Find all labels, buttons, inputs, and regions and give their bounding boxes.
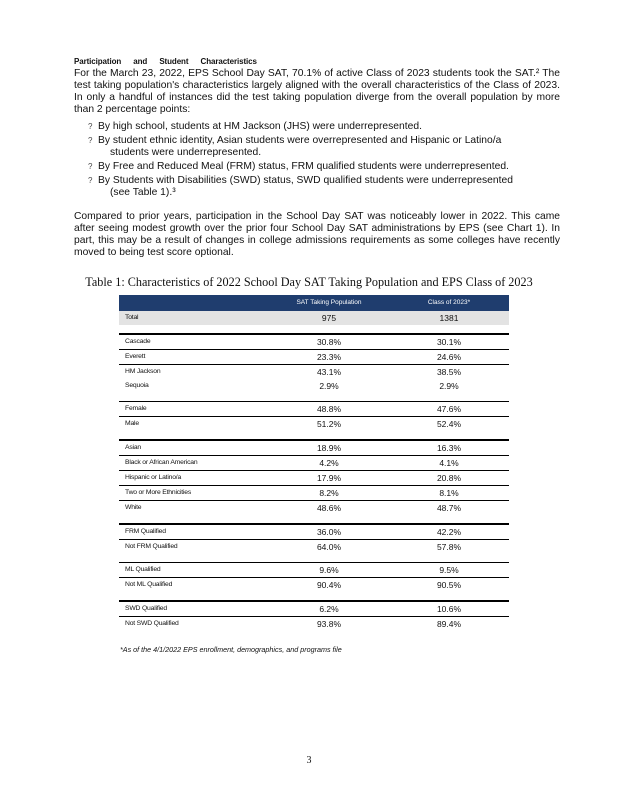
- intro-paragraph: For the March 23, 2022, EPS School Day SAT, 70.1% of active Class of 2023 students took the SAT.² The test taking population's characteristics largely aligned with the overall characteristics of the Class of 2023. In only a handful of instances did the test taking population diverge from the overall population by more than 2 percentage points:: [74, 68, 560, 115]
- row-label: Male: [125, 420, 139, 427]
- sat-value: 8.2%: [319, 488, 339, 498]
- class-value: 30.1%: [436, 337, 462, 347]
- list-item: [88, 175, 558, 199]
- class-value: 2.9%: [439, 381, 459, 391]
- row-label: Total: [125, 314, 139, 321]
- list-item-text: By Free and Reduced Meal (FRM) status, FRM qualified students were underrepresented.: [98, 160, 509, 172]
- table-row: [119, 334, 509, 349]
- list-item: [88, 121, 558, 133]
- sat-value: 90.4%: [316, 580, 342, 590]
- class-value: 16.3%: [436, 443, 462, 453]
- row-label: Sequoia: [125, 382, 149, 389]
- list-item-text: By student ethnic identity, Asian students were overrepresented and Hispanic or Latino/a: [98, 134, 502, 146]
- sat-value: 23.3%: [316, 352, 342, 362]
- table-header-row: [119, 295, 509, 311]
- table-row: [119, 562, 509, 577]
- list-item-text-continued: students were underrepresented.: [110, 146, 262, 158]
- characteristics-table: [119, 295, 509, 631]
- page-number: 3: [306, 755, 312, 766]
- column-header-sat: SAT Taking Population: [296, 299, 362, 306]
- class-value: 90.5%: [436, 580, 462, 590]
- sat-value: 975: [321, 313, 337, 323]
- bullet-glyph-icon: ?: [88, 135, 93, 145]
- class-value: 57.8%: [436, 542, 462, 552]
- list-item-text-continued: (see Table 1).³: [110, 186, 176, 198]
- row-label: ML Qualified: [125, 566, 161, 573]
- sat-value: 30.8%: [316, 337, 342, 347]
- sat-value: 17.9%: [316, 473, 342, 483]
- class-value: 48.7%: [436, 503, 462, 513]
- table-row: [119, 485, 509, 500]
- table-footnote: *As of the 4/1/2022 EPS enrollment, demographics, and programs file: [120, 645, 342, 654]
- list-item: [88, 161, 558, 173]
- row-label: Asian: [125, 444, 142, 451]
- table-row: [119, 524, 509, 539]
- table-row: [119, 616, 509, 631]
- table-row: [119, 379, 509, 393]
- row-label: Black or African American: [125, 459, 198, 466]
- table-row: [119, 364, 509, 379]
- list-item-text: By Students with Disabilities (SWD) status, SWD qualified students were underrepresented: [98, 174, 513, 186]
- table-row: [119, 401, 509, 416]
- table-row: [119, 500, 509, 515]
- table-row: [119, 416, 509, 431]
- sat-value: 48.8%: [316, 404, 342, 414]
- bullet-glyph-icon: ?: [88, 175, 93, 185]
- sat-value: 2.9%: [319, 381, 339, 391]
- sat-value: 64.0%: [316, 542, 342, 552]
- sat-value: 51.2%: [316, 419, 342, 429]
- row-label: Two or More Ethnicities: [125, 489, 192, 496]
- class-value: 8.1%: [439, 488, 459, 498]
- row-label: FRM Qualified: [125, 528, 166, 535]
- findings-list: [88, 121, 558, 200]
- row-label: White: [125, 504, 142, 511]
- class-value: 89.4%: [436, 619, 462, 629]
- row-label: Female: [125, 405, 147, 412]
- table-row: [119, 539, 509, 554]
- class-value: 42.2%: [436, 527, 462, 537]
- table-row: [119, 455, 509, 470]
- sat-value: 93.8%: [316, 619, 342, 629]
- class-value: 9.5%: [439, 565, 459, 575]
- class-value: 24.6%: [436, 352, 462, 362]
- row-label: Not ML Qualified: [125, 581, 173, 588]
- column-header-class: Class of 2023*: [427, 299, 471, 306]
- row-label: Cascade: [125, 338, 151, 345]
- sat-value: 6.2%: [319, 604, 339, 614]
- row-label: HM Jackson: [125, 368, 161, 375]
- table-row: [119, 577, 509, 592]
- table-row-total: [119, 311, 509, 325]
- sat-value: 48.6%: [316, 503, 342, 513]
- class-value: 1381: [439, 313, 459, 323]
- bullet-glyph-icon: ?: [88, 122, 93, 131]
- row-label: SWD Qualified: [125, 605, 167, 612]
- row-label: Not SWD Qualified: [125, 620, 179, 627]
- class-value: 4.1%: [439, 458, 459, 468]
- table-row: [119, 601, 509, 616]
- class-value: 52.4%: [436, 419, 462, 429]
- table-caption: Table 1: Characteristics of 2022 School Day SAT Taking Population and EPS Class of 2023: [85, 275, 533, 289]
- table-row: [119, 349, 509, 364]
- bullet-glyph-icon: ?: [88, 161, 93, 171]
- sat-value: 18.9%: [316, 443, 342, 453]
- section-heading: Participation and Student Characteristics: [74, 57, 257, 66]
- sat-value: 4.2%: [319, 458, 339, 468]
- sat-value: 9.6%: [319, 565, 339, 575]
- class-value: 38.5%: [436, 367, 462, 377]
- row-label: Hispanic or Latino/a: [125, 474, 182, 481]
- table-row: [119, 440, 509, 455]
- row-label: Everett: [125, 353, 146, 360]
- list-item-text: By high school, students at HM Jackson (JHS) were underrepresented.: [98, 121, 422, 132]
- table-row: [119, 470, 509, 485]
- sat-value: 43.1%: [316, 367, 342, 377]
- row-label: Not FRM Qualified: [125, 543, 178, 550]
- class-value: 20.8%: [436, 473, 462, 483]
- list-item: [88, 135, 558, 159]
- participation-paragraph: Compared to prior years, participation in the School Day SAT was noticeably lower in 2022. This came after seeing modest growth over the prior four School Day SAT administrations by EPS (see Chart 1). In part, this may be a result of changes in college admissions requirements as some colleges have recently moved to being test score optional.: [74, 211, 560, 258]
- class-value: 47.6%: [436, 404, 462, 414]
- class-value: 10.6%: [436, 604, 462, 614]
- sat-value: 36.0%: [316, 527, 342, 537]
